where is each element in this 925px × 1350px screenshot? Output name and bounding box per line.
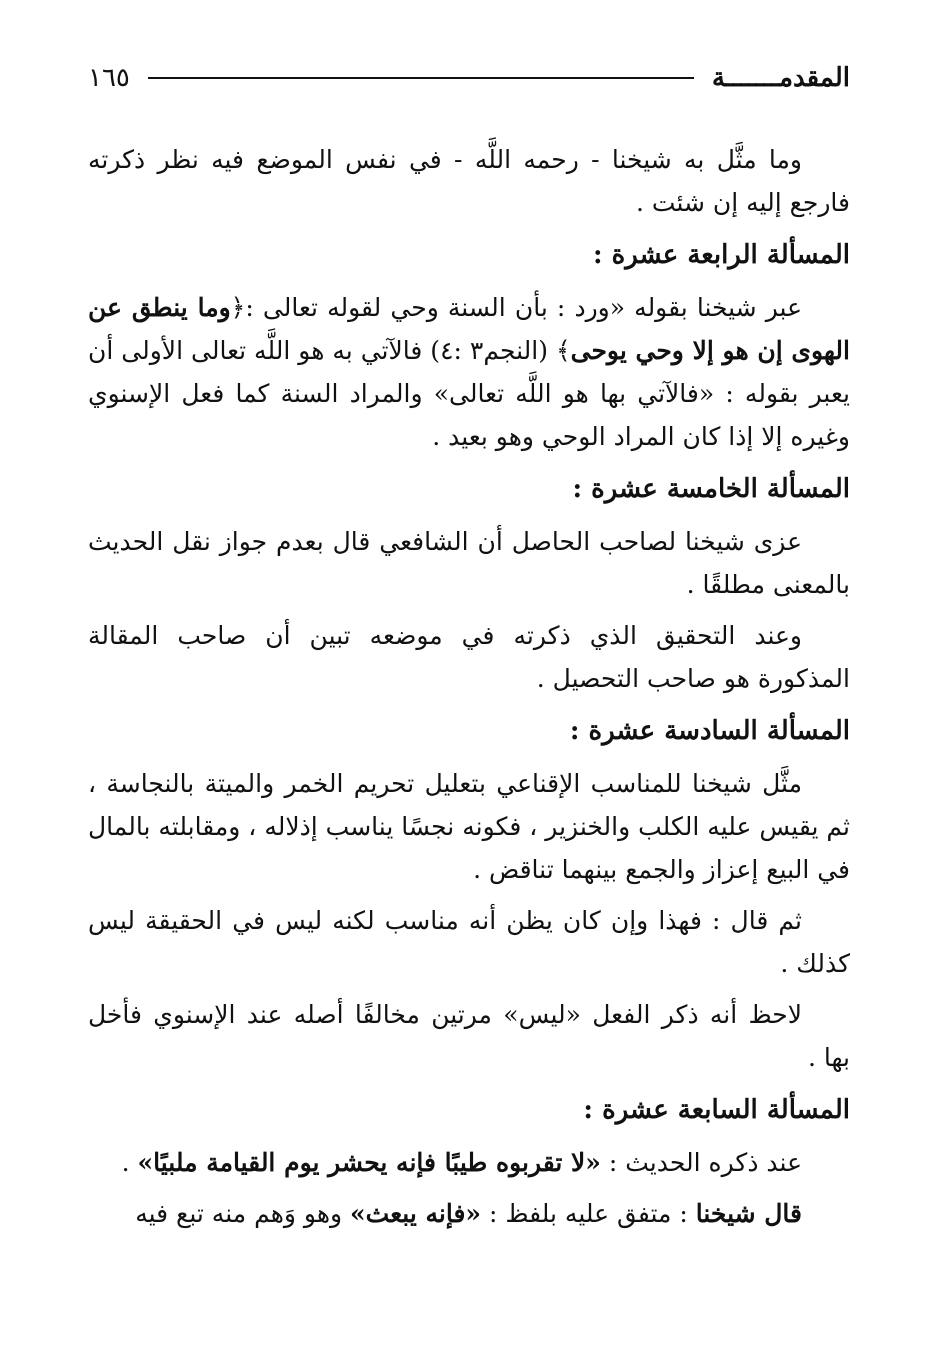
- text-segment: وهو وَهم منه تبع فيه: [135, 1199, 351, 1228]
- paragraph-15a: عزى شيخنا لصاحب الحاصل أن الشافعي قال بعدم جواز نقل الحديث بالمعنى مطلقًا .: [88, 527, 850, 599]
- paragraph-16b: ثم قال : فهذا وإن كان يظن أنه مناسب لكنه ليس في الحقيقة ليس كذلك .: [88, 906, 850, 978]
- section-heading-14: المسألة الرابعة عشرة :: [592, 240, 850, 270]
- section-heading-16: المسألة السادسة عشرة :: [569, 716, 850, 746]
- text-segment: ﴾ (النجم٣ :٤) فالآتي به هو اللَّه تعالى الأولى أن يعبر بقوله : «فالآتي بها هو اللَّه تعالى» والمراد السنة كما فعل الإسنوي وغيره إلا إذا كان المراد الوحي وهو بعيد .: [88, 336, 850, 451]
- hadith-quote: «لا تقربوه طيبًا فإنه يحشر يوم القيامة ملبيًا»: [137, 1148, 601, 1177]
- page-header: [88, 58, 850, 98]
- paragraph-17b: [88, 1192, 850, 1235]
- text-segment: عبر شيخنا بقوله «ورد : بأن السنة وحي لقوله تعالى :﴿: [230, 293, 803, 322]
- paragraph-16c: لاحظ أنه ذكر الفعل «ليس» مرتين مخالفًا أصله عند الإسنوي فأخل بها .: [88, 1000, 850, 1072]
- chapter-title: المقدمـــــــة: [711, 63, 850, 93]
- text-segment: عند ذكره الحديث :: [600, 1148, 802, 1177]
- paragraph-17a: [88, 1141, 850, 1184]
- paragraph-intro: وما مثَّل به شيخنا - رحمه اللَّه - في نفس الموضع فيه نظر ذكرته فارجع إليه إن شئت .: [88, 145, 850, 217]
- header-rule: [148, 77, 694, 79]
- paragraph-16a: مثَّل شيخنا للمناسب الإقناعي بتعليل تحريم الخمر والميتة بالنجاسة ، ثم يقيس عليه الكلب والخنزير ، فكونه نجسًا يناسب إذلاله ، ومقابلته بالمال في البيع إعزاز والجمع بينهما تناقض .: [88, 769, 850, 884]
- quran-verse: وما ينطق عن الهوى إن هو إلا وحي يوحى: [88, 293, 850, 365]
- text-segment: .: [121, 1148, 138, 1177]
- hadith-quote: «فإنه يبعث»: [350, 1199, 482, 1228]
- text-segment: : متفق عليه بلفظ :: [481, 1199, 696, 1228]
- section-heading-15: المسألة الخامسة عشرة :: [572, 474, 850, 504]
- section-heading-17: المسألة السابعة عشرة :: [583, 1095, 850, 1125]
- speaker-label: قال شيخنا: [695, 1199, 802, 1228]
- page-body: [88, 138, 850, 1243]
- paragraph-15b: وعند التحقيق الذي ذكرته في موضعه تبين أن صاحب المقالة المذكورة هو صاحب التحصيل .: [88, 621, 850, 693]
- page-number: ١٦٥: [88, 63, 130, 93]
- paragraph-14: [88, 286, 850, 458]
